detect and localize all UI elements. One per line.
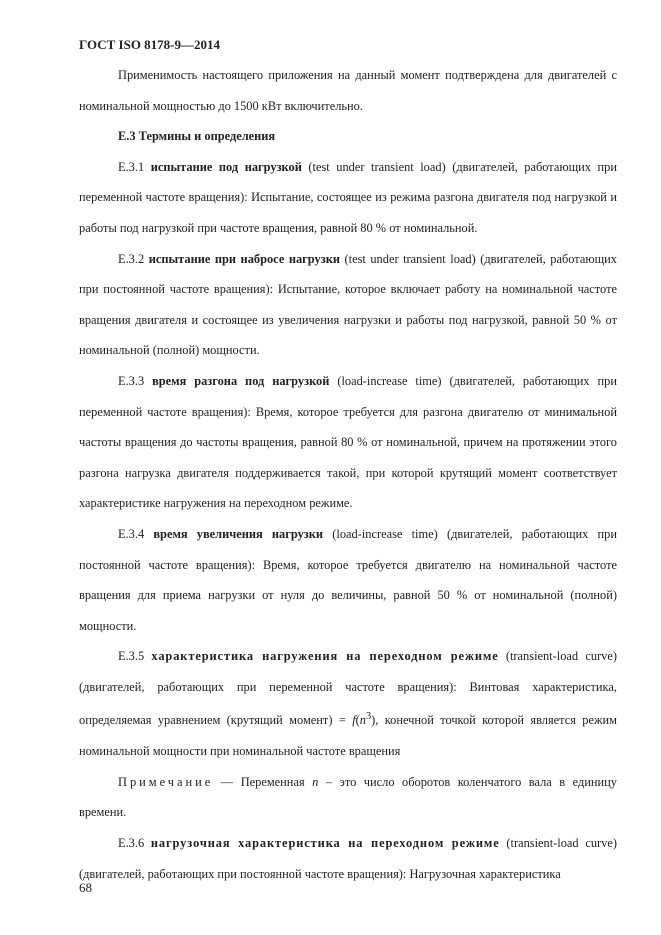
- term-number: Е.3.5: [118, 649, 145, 664]
- term-number: Е.3.2: [118, 251, 145, 266]
- note-paragraph: [79, 767, 617, 828]
- page-number: 68: [79, 880, 92, 895]
- term-definition: (transient-load curve) (двигателей, работающих при постоянной частоте вращения): Нагрузочная характеристика: [79, 835, 617, 881]
- note-dash: — Переменная: [213, 774, 313, 789]
- term-paragraph-e32: [79, 244, 617, 366]
- term-definition: (load-increase time) (двигателей, работающих при постоянной частоте вращения): Время, которое требуется двигателю на номинальной частоте вращения для приема нагрузки от нуля до величины, равной 50 % от номинальной (полной) мощности.: [79, 526, 618, 633]
- term-name: время разгона под нагрузкой: [152, 373, 330, 388]
- term-definition: (load-increase time) (двигателей, работающих при переменной частоте вращения): Время, которое требуется для разгона двигателю от минимальной частоты вращения до частоты вращения, равной 80 % от номинальной, причем на протяжении этого разгона нагрузка двигателя поддерживается такой, при которой крутящий момент соответствует характеристике нагружения на переходном режиме.: [79, 373, 617, 511]
- term-paragraph-e35: Е.3.5 характеристика нагружения на переходном режиме (transient-load curve) (двигателей, работающих при переменной частоте вращения): Винтовая характеристика, определяемая уравнением (крутящий момент) = $f(n^3)$, конечной точкой которой является режим номинальной мощности при номинальной частоте вращения: [79, 649, 617, 759]
- formula-function: f: [352, 713, 356, 728]
- note-label: Примечание: [118, 774, 214, 789]
- formula-variable: n: [359, 713, 366, 728]
- term-number: Е.3.6: [118, 835, 145, 850]
- section-heading: Е.3 Термины и определения: [118, 129, 276, 144]
- term-paragraph-e34: [79, 519, 617, 641]
- term-number: Е.3.3: [118, 373, 145, 388]
- term-definition-end: , конечной точкой которой является режим номинальной мощности при номинальной частоте вращения: [79, 713, 617, 759]
- document-body: [79, 60, 617, 889]
- note-text: – это число оборотов коленчатого вала в единицу времени.: [79, 774, 617, 820]
- term-paragraph-e36: [79, 828, 617, 889]
- note-variable: n: [312, 774, 319, 789]
- term-paragraph-e33: [79, 366, 617, 519]
- term-definition: (test under transient load) (двигателей, работающих при постоянной частоте вращения): Испытание, которое включает работу на номинальной частоте вращения двигателя и состоящее из увеличения нагрузки и работы под нагрузкой, равной 50 % от номинальной (полной) мощности.: [79, 251, 617, 358]
- term-name: характеристика нагружения на переходном режиме: [151, 649, 499, 664]
- term-name: время увеличения нагрузки: [153, 526, 324, 541]
- term-number: Е.3.4: [118, 526, 145, 541]
- term-paragraph-e31: [79, 152, 617, 244]
- term-name: нагрузочная характеристика на переходном режиме: [150, 835, 500, 850]
- term-number: Е.3.1: [118, 159, 145, 174]
- formula-exponent: 3: [365, 711, 372, 723]
- standard-header: ГОСТ ISO 8178-9—2014: [79, 37, 221, 52]
- term-definition: (transient-load curve) (двигателей, работающих при переменной частоте вращения): Винтовая характеристика, определяемая уравнением (крутящий момент) =: [79, 649, 617, 728]
- intro-paragraph: Применимость настоящего приложения на данный момент подтверждена для двигателей с номинальной мощностью до 1500 кВт включительно.: [79, 68, 617, 113]
- term-name: испытание при набросе нагрузки: [148, 251, 340, 266]
- term-definition: (test under transient load) (двигателей, работающих при переменной частоте вращения): Испытание, состоящее из режима разгона двигателя под нагрузкой и работы под нагрузкой при частоте вращения, равной 80 % от номинальной.: [79, 159, 617, 235]
- term-name: испытание под нагрузкой: [150, 159, 302, 174]
